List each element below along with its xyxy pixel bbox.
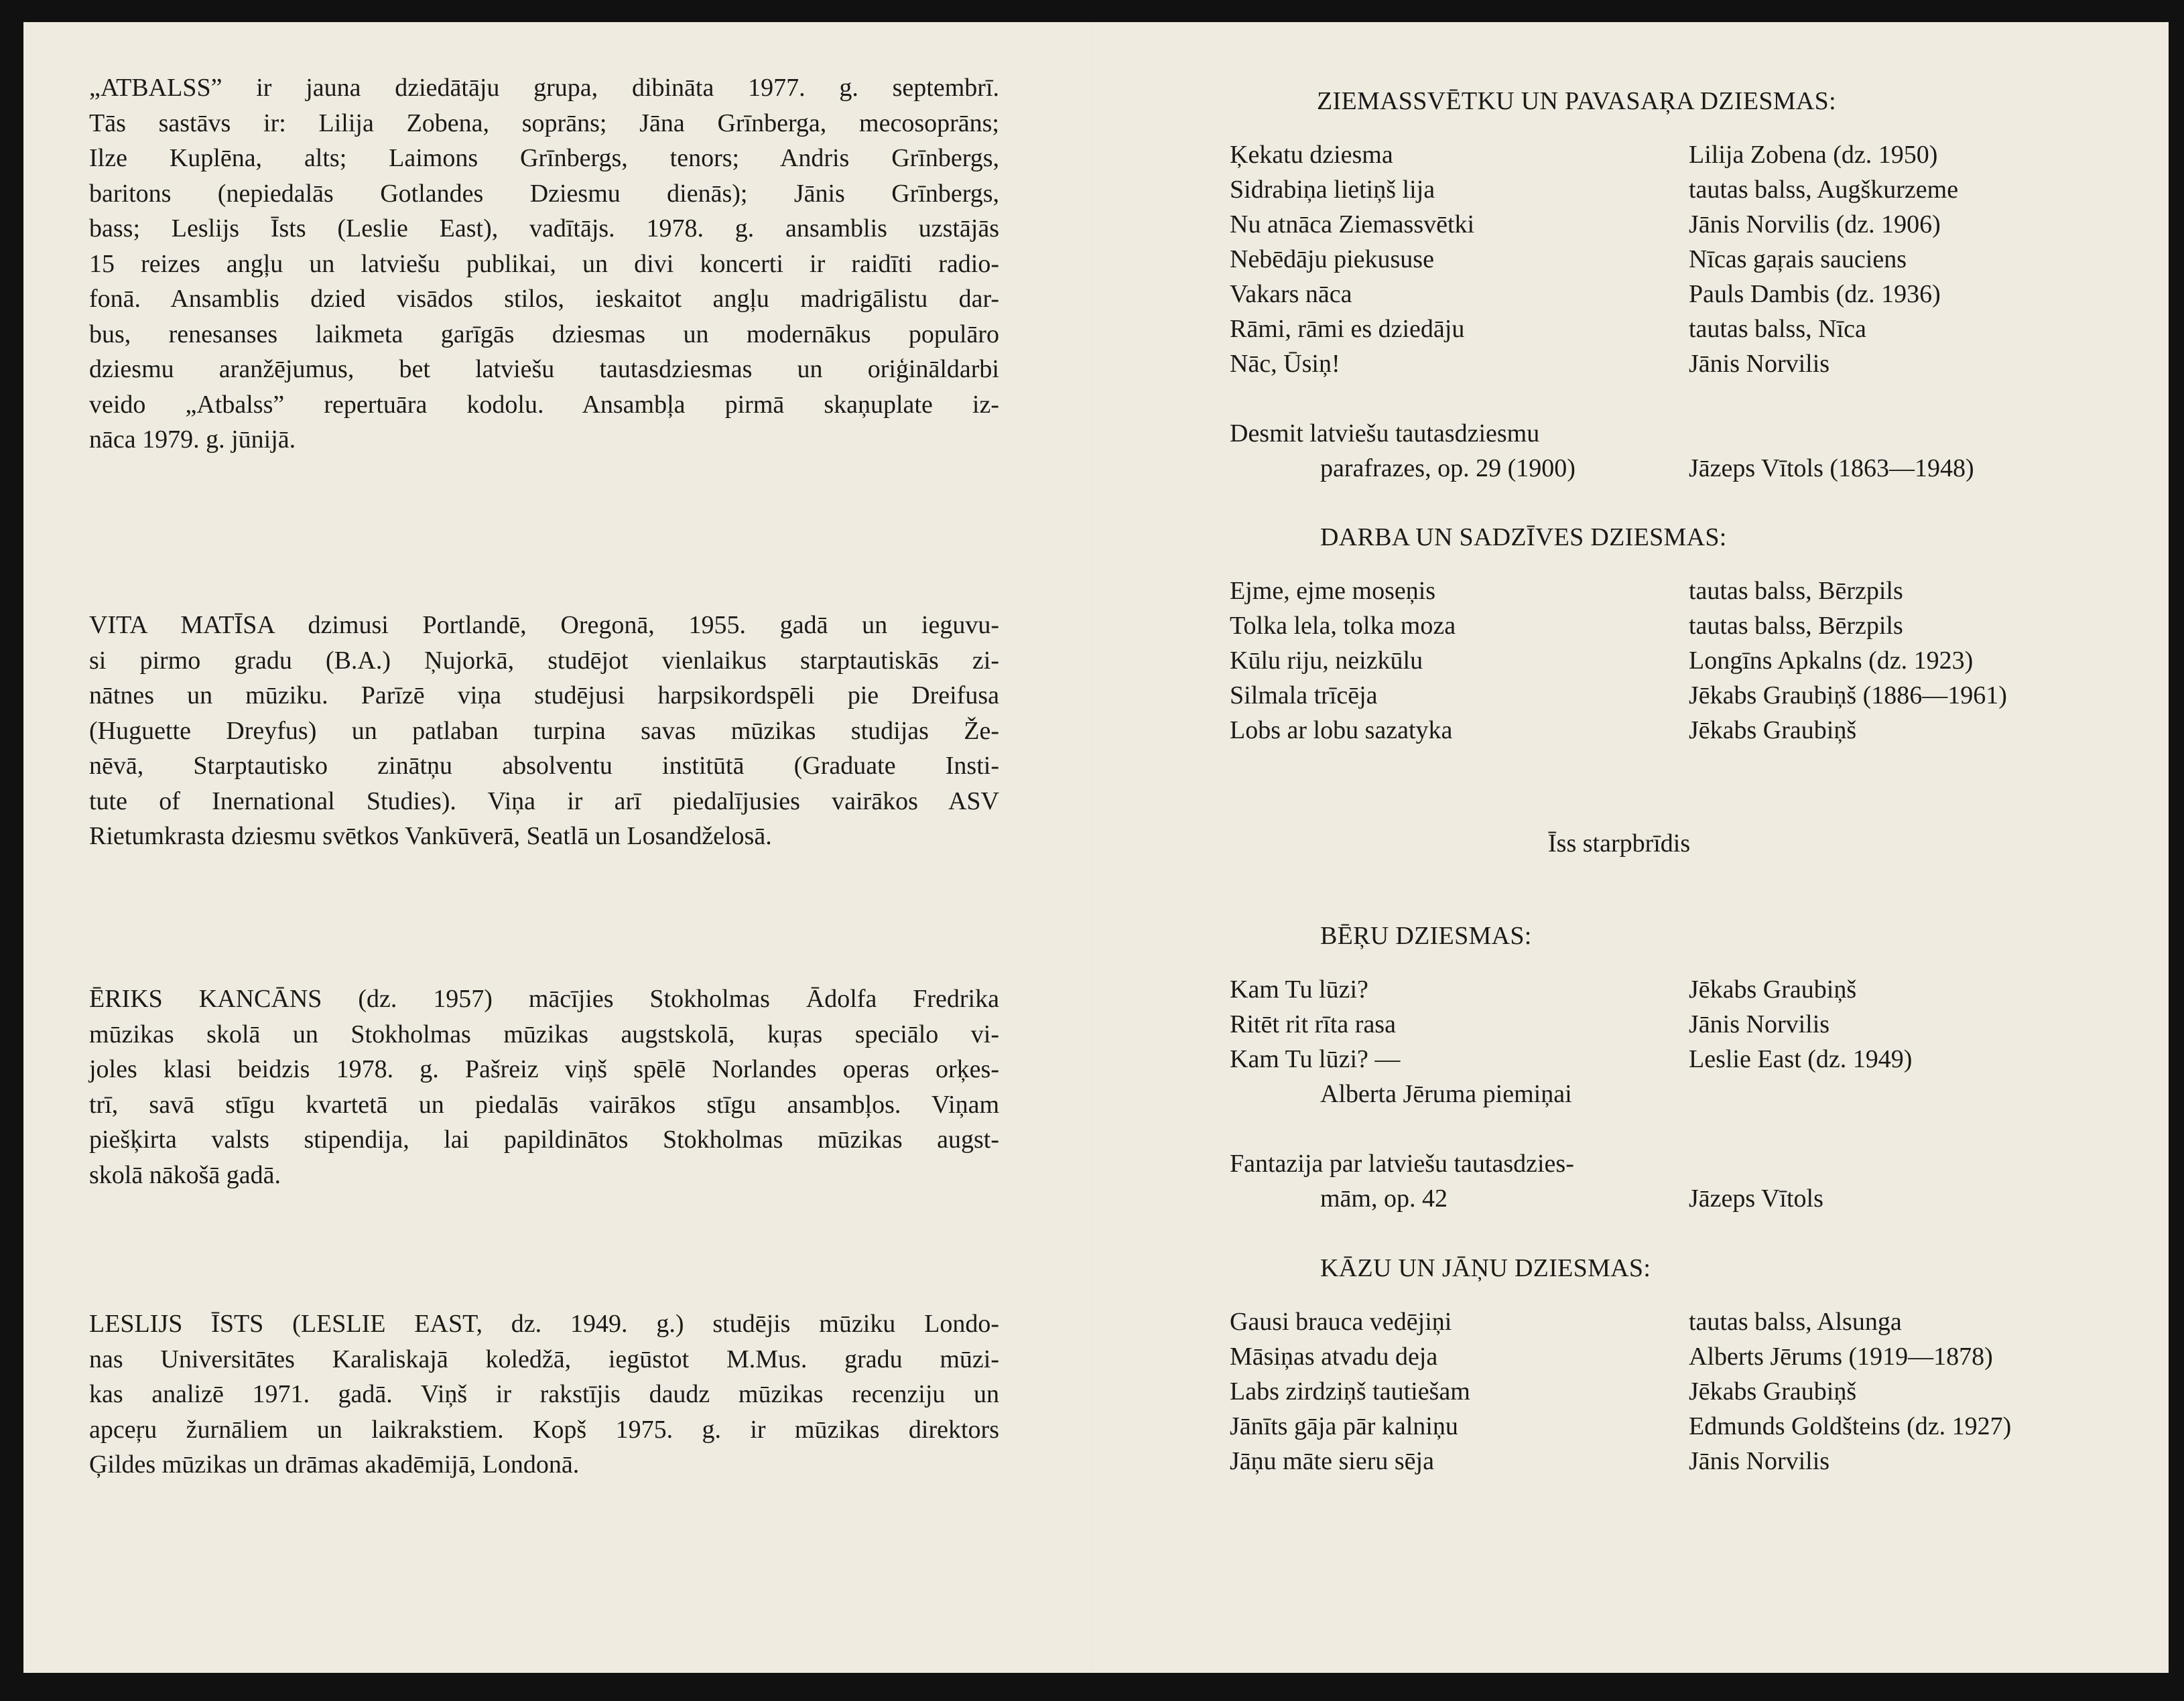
vita-matisa-paragraph xyxy=(89,608,999,854)
paragraph-line: apceŗu žurnāliem un laikrakstiem. Kopš 1975. g. ir mūzikas direktors xyxy=(89,1415,999,1444)
song-title: Kam Tu lūzi? — xyxy=(1230,1045,1401,1073)
paragraph-line: LESLIJS ĪSTS (LESLIE EAST, dz. 1949. g.) studējis mūziku Londo- xyxy=(89,1310,999,1338)
section-heading: DARBA UN SADZĪVES DZIESMAS: xyxy=(1320,523,1727,551)
song-title: Ejme, ejme moseņis xyxy=(1230,577,1436,605)
section-heading: BĒŖU DZIESMAS: xyxy=(1320,922,1532,950)
composer: tautas balss, Nīca xyxy=(1689,315,1866,343)
paragraph-line: 15 reizes angļu un latviešu publikai, un divi koncerti ir raidīti radio- xyxy=(89,249,999,278)
composer: tautas balss, Bērzpils xyxy=(1689,612,1903,640)
song-title: Gausi brauca vedējiņi xyxy=(1230,1308,1452,1336)
composer: Jēkabs Graubiņš xyxy=(1689,975,1857,1004)
composer: Alberts Jērums (1919—1878) xyxy=(1689,1343,1993,1371)
composer: Jānis Norvilis xyxy=(1689,350,1830,378)
paragraph-line: mūzikas skolā un Stokholmas mūzikas augstskolā, kuŗas speciālo vi- xyxy=(89,1020,999,1048)
song-title: Nāc, Ūsiņ! xyxy=(1230,350,1340,378)
song-title: Māsiņas atvadu deja xyxy=(1230,1343,1438,1371)
paragraph-line: Tās sastāvs ir: Lilija Zobena, soprāns; Jāna Grīnberga, mecosoprāns; xyxy=(89,109,999,137)
song-title: Sidrabiņa lietiņš lija xyxy=(1230,176,1435,204)
song-title: Nebēdāju piekususe xyxy=(1230,245,1434,273)
song-title: Rāmi, rāmi es dziedāju xyxy=(1230,315,1465,343)
paragraph-line: nas Universitātes Karaliskajā koledžā, iegūstot M.Mus. gradu mūzi- xyxy=(89,1345,999,1373)
song-title: Silmala trīcēja xyxy=(1230,681,1378,709)
song-title: Jānīts gāja pār kalniņu xyxy=(1230,1412,1458,1440)
section-heading: KĀZU UN JĀŅU DZIESMAS: xyxy=(1320,1254,1651,1282)
composer: Jēkabs Graubiņš xyxy=(1689,716,1857,744)
composer: tautas balss, Augškurzeme xyxy=(1689,176,1959,204)
section-heading: ZIEMASSVĒTKU UN PAVASAŖA DZIESMAS: xyxy=(1317,87,1836,115)
composer: Pauls Dambis (dz. 1936) xyxy=(1689,280,1941,308)
composer: Jānis Norvilis xyxy=(1689,1010,1830,1038)
page-fold xyxy=(1092,22,1094,1673)
song-title: Kūlu riju, neizkūlu xyxy=(1230,647,1423,675)
song-title: Nu atnāca Ziemassvētki xyxy=(1230,210,1475,239)
paragraph-line: kas analizē 1971. gadā. Viņš ir rakstījis daudz mūzikas recenziju un xyxy=(89,1380,999,1408)
paragraph-line: nēvā, Starptautisko zinātņu absolventu institūtā (Graduate Insti- xyxy=(89,752,999,780)
composer: Nīcas gaŗais sauciens xyxy=(1689,245,1907,273)
paragraph-line: „ATBALSS” ir jauna dziedātāju grupa, dibināta 1977. g. septembrī. xyxy=(89,74,999,102)
intermission-label: Īss starpbrīdis xyxy=(1548,829,1691,858)
composer: Jāzeps Vītols (1863—1948) xyxy=(1689,454,1974,482)
song-title: Ķekatu dziesma xyxy=(1230,141,1393,169)
composer: Edmunds Goldšteins (dz. 1927) xyxy=(1689,1412,2012,1440)
paragraph-line: joles klasi beidzis 1978. g. Pašreiz viņš spēlē Norlandes operas orķes- xyxy=(89,1055,999,1083)
song-title: Tolka lela, tolka moza xyxy=(1230,612,1456,640)
song-title: Fantazija par latviešu tautasdzies- xyxy=(1230,1150,1574,1178)
composer: tautas balss, Alsunga xyxy=(1689,1308,1902,1336)
song-title: Lobs ar lobu sazatyka xyxy=(1230,716,1453,744)
paragraph-line: veido „Atbalss” repertuāra kodolu. Ansambļa pirmā skaņuplate iz- xyxy=(89,390,999,419)
paragraph-line: bass; Leslijs Īsts (Leslie East), vadītājs. 1978. g. ansamblis uzstājās xyxy=(89,214,999,243)
song-title: mām, op. 42 xyxy=(1320,1184,1448,1213)
composer: Jāzeps Vītols xyxy=(1689,1184,1823,1213)
programme-sheet xyxy=(23,22,2169,1673)
paragraph-line: Ilze Kuplēna, alts; Laimons Grīnbergs, tenors; Andris Grīnbergs, xyxy=(89,144,999,172)
song-title: Labs zirdziņš tautiešam xyxy=(1230,1377,1470,1406)
composer: Longīns Apkalns (dz. 1923) xyxy=(1689,647,1974,675)
paragraph-line: ĒRIKS KANCĀNS (dz. 1957) mācījies Stokholmas Ādolfa Fredrika xyxy=(89,985,999,1013)
song-title: Desmit latviešu tautasdziesmu xyxy=(1230,419,1540,448)
song-title: Jāņu māte sieru sēja xyxy=(1230,1447,1434,1475)
composer: Jēkabs Graubiņš xyxy=(1689,1377,1857,1406)
eriks-kancans-paragraph xyxy=(89,981,999,1193)
composer: Lilija Zobena (dz. 1950) xyxy=(1689,141,1938,169)
song-title: parafrazes, op. 29 (1900) xyxy=(1320,454,1576,482)
composer: Leslie East (dz. 1949) xyxy=(1689,1045,1913,1073)
song-title: Vakars nāca xyxy=(1230,280,1352,308)
paragraph-line: VITA MATĪSA dzimusi Portlandē, Oregonā, 1955. gadā un ieguvu- xyxy=(89,611,999,639)
paragraph-line: nāca 1979. g. jūnijā. xyxy=(89,425,296,454)
song-title: Ritēt rit rīta rasa xyxy=(1230,1010,1396,1038)
leslijs-ists-paragraph xyxy=(89,1306,999,1483)
paragraph-line: bus, renesanses laikmeta garīgās dziesmas un modernākus populāro xyxy=(89,320,999,348)
song-title: Alberta Jēruma piemiņai xyxy=(1320,1080,1572,1108)
paragraph-line: trī, savā stīgu kvartetā un piedalās vairākos stīgu ansambļos. Viņam xyxy=(89,1090,999,1119)
paragraph-line: piešķirta valsts stipendija, lai papildinātos Stokholmas mūzikas augst- xyxy=(89,1126,999,1154)
composer: Jānis Norvilis xyxy=(1689,1447,1830,1475)
atbalss-paragraph xyxy=(89,70,999,458)
paragraph-line: Rietumkrasta dziesmu svētkos Vankūverā, Seatlā un Losandželosā. xyxy=(89,822,772,850)
paragraph-line: baritons (nepiedalās Gotlandes Dziesmu dienās); Jānis Grīnbergs, xyxy=(89,179,999,208)
paragraph-line: skolā nākošā gadā. xyxy=(89,1160,281,1189)
composer: Jēkabs Graubiņš (1886—1961) xyxy=(1689,681,2007,709)
paragraph-line: (Huguette Dreyfus) un patlaban turpina savas mūzikas studijas Že- xyxy=(89,716,999,745)
paragraph-line: nātnes un mūziku. Parīzē viņa studējusi harpsikordspēli pie Dreifusa xyxy=(89,681,999,709)
composer: Jānis Norvilis (dz. 1906) xyxy=(1689,210,1941,239)
composer: tautas balss, Bērzpils xyxy=(1689,577,1903,605)
paragraph-line: si pirmo gradu (B.A.) Ņujorkā, studējot vienlaikus starptautiskās zi- xyxy=(89,646,999,675)
paragraph-line: dziesmu aranžējumus, bet latviešu tautasdziesmas un oriģināldarbi xyxy=(89,355,999,383)
paragraph-line: tute of Inernational Studies). Viņa ir arī piedalījusies vairākos ASV xyxy=(89,787,999,815)
song-title: Kam Tu lūzi? xyxy=(1230,975,1368,1004)
paragraph-line: fonā. Ansamblis dzied visādos stilos, ieskaitot angļu madrigālistu dar- xyxy=(89,285,999,313)
paragraph-line: Ģildes mūzikas un drāmas akadēmijā, Londonā. xyxy=(89,1450,580,1479)
